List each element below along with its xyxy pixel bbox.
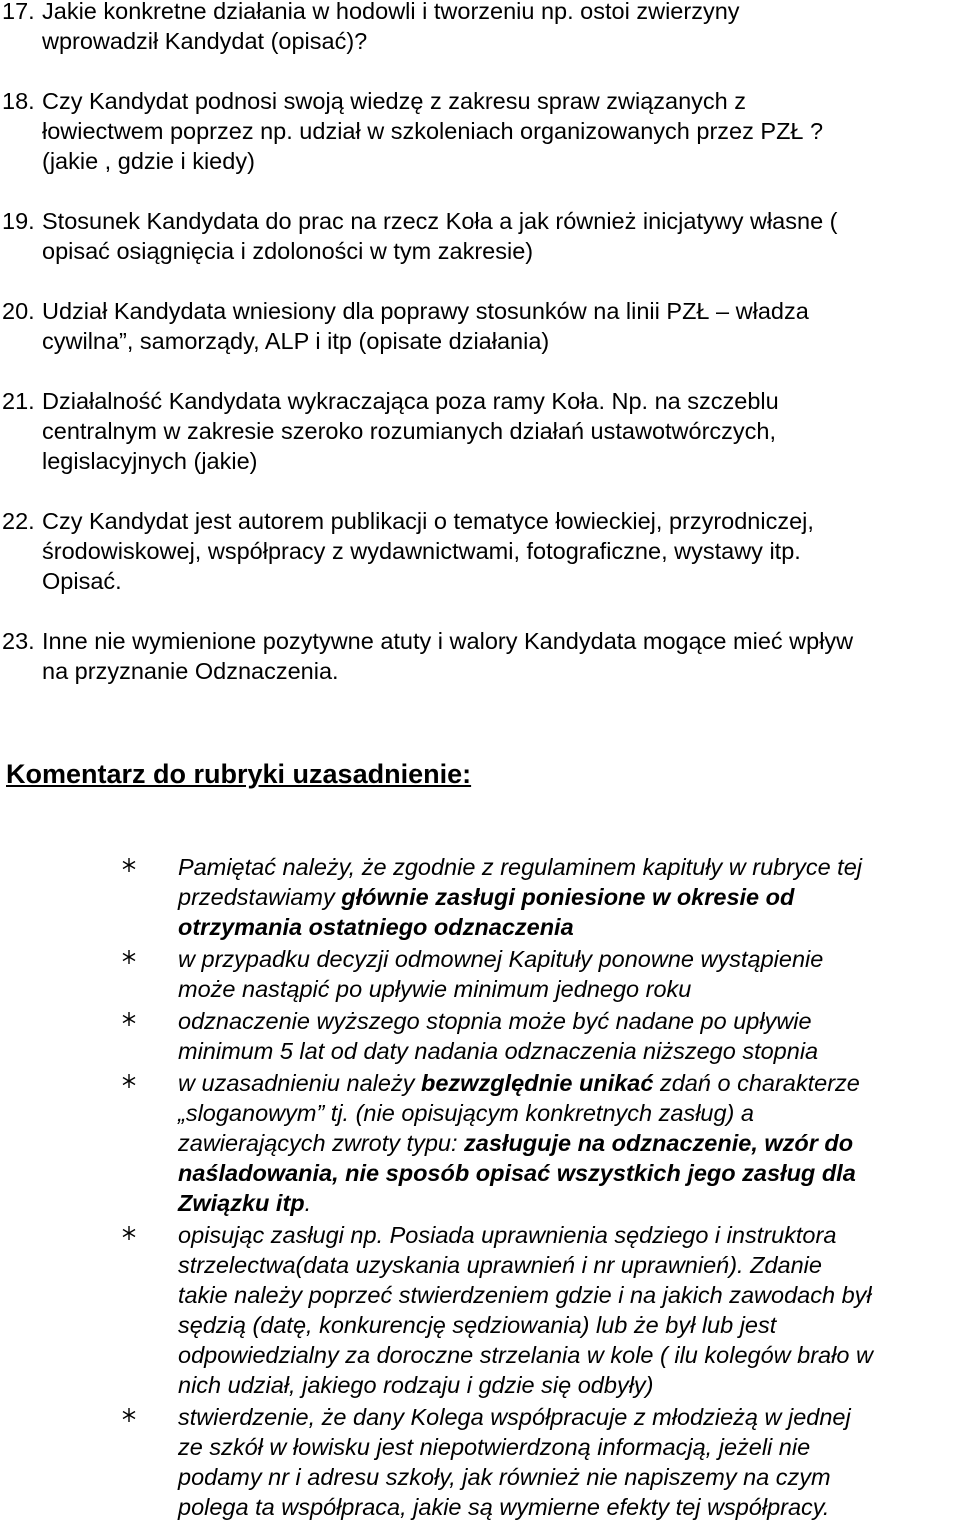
note-item [0,1220,960,1400]
note-text-bold: głównie zasługi poniesione w okresie od otrzymania ostatniego odznaczenia [178,884,795,940]
question-text: Działalność Kandydata wykraczająca poza ramy Koła. Np. na szczeblu centralnym w zakresie szeroko rozumianych działań ustawotwórczych, legislacyjnych (jakie) [42,388,779,474]
note-text-part: odznaczenie wyższego stopnia może być nadane po upływie minimum 5 lat od daty nadania odznaczenia niższego stopnia [178,1008,819,1064]
question-item [0,626,960,686]
question-item [0,386,960,476]
asterisk-icon [120,1224,138,1242]
note-item [0,944,960,1004]
note-item [0,1006,960,1066]
question-text: Stosunek Kandydata do prac na rzecz Koła a jak również inicjatywy własne ( opisać osiągnięcia i zdoloności w tym zakresie) [42,208,838,264]
question-number: 23. [2,628,35,654]
note-text-bold: bezwzględnie unikać [421,1070,654,1096]
question-text: Czy Kandydat jest autorem publikacji o tematyce łowieckiej, przyrodniczej, środowiskowej, współpracy z wydawnictwami, fotograficzne, wystawy itp. Opisać. [42,508,814,594]
note-text [178,944,958,1004]
question-number: 17. [2,0,35,24]
note-item [0,1068,960,1218]
note-text-part: . [304,1190,312,1216]
asterisk-icon [120,1072,138,1090]
note-item [0,852,960,942]
question-text: Udział Kandydata wniesiony dla poprawy stosunków na linii PZŁ – władza cywilna”, samorządy, ALP i itp (opisate działania) [42,298,809,354]
note-text-part: opisując zasługi np. Posiada uprawnienia sędziego i instruktora strzelectwa(data uzyskania uprawnień i nr uprawnień). Zdanie takie należy poprzeć stwierdzeniem gdzie i na jakich zawodach był sędzią (datę, konkurencję sędziowania) lub że był lub jest odpowiedzialny za doroczne strzelania w kole ( ilu kolegów brało w nich udział, jakiego rodzaju i gdzie się odbyły) [178,1222,873,1398]
asterisk-icon [120,1010,138,1028]
asterisk-icon [120,1406,138,1424]
question-list [0,0,960,716]
question-item [0,86,960,176]
note-item [0,1402,960,1522]
note-text-part: stwierdzenie, że dany Kolega współpracuje z młodzieżą w jednej ze szkół w łowisku jest niepotwierdzoną informacją, jeżeli nie podamy nr i adresu szkoły, jak również nie napiszemy na czym polega ta współpraca, jakie są wymierne efekty tej współpracy. [178,1404,851,1520]
question-number: 21. [2,388,35,414]
question-text: Jakie konkretne działania w hodowli i tworzeniu np. ostoi zwierzyny wprowadził Kandydat (opisać)? [42,0,740,54]
note-text-part: Pamiętać należy, że zgodnie z regulaminem kapituły w rubryce tej przedstawiamy [178,854,862,910]
question-number: 22. [2,508,35,534]
asterisk-icon [120,948,138,966]
note-text [178,1006,958,1066]
question-number: 20. [2,298,35,324]
question-number: 19. [2,208,35,234]
question-text: Czy Kandydat podnosi swoją wiedzę z zakresu spraw związanych z łowiectwem poprzez np. udział w szkoleniach organizowanych przez PZŁ ? (jakie , gdzie i kiedy) [42,88,824,174]
comment-heading: Komentarz do rubryki uzasadnienie: [6,759,472,789]
question-item [0,506,960,596]
notes-list [0,852,960,1524]
note-text-part: w uzasadnieniu należy [178,1070,421,1096]
question-number: 18. [2,88,35,114]
note-text-part: w przypadku decyzji odmownej Kapituły ponowne wystąpienie może nastąpić po upływie minimum jednego roku [178,946,824,1002]
question-text: Inne nie wymienione pozytywne atuty i walory Kandydata mogące mieć wpływ na przyznanie Odznaczenia. [42,628,854,684]
note-text [178,1068,958,1218]
question-item [0,296,960,356]
note-text-bold: zasługuje na odznaczenie, wzór do naśladowania, nie sposób opisać wszystkich jego zasług dla Związku itp [178,1130,856,1216]
question-item [0,0,960,56]
asterisk-icon [120,856,138,874]
note-text [178,1220,958,1400]
note-text [178,852,958,942]
question-item [0,206,960,266]
note-text [178,1402,958,1522]
note-text-part: zdań o charakterze „sloganowym” tj. (nie opisującym konkretnych zasług) a zawierających zwroty typu: [178,1070,860,1156]
